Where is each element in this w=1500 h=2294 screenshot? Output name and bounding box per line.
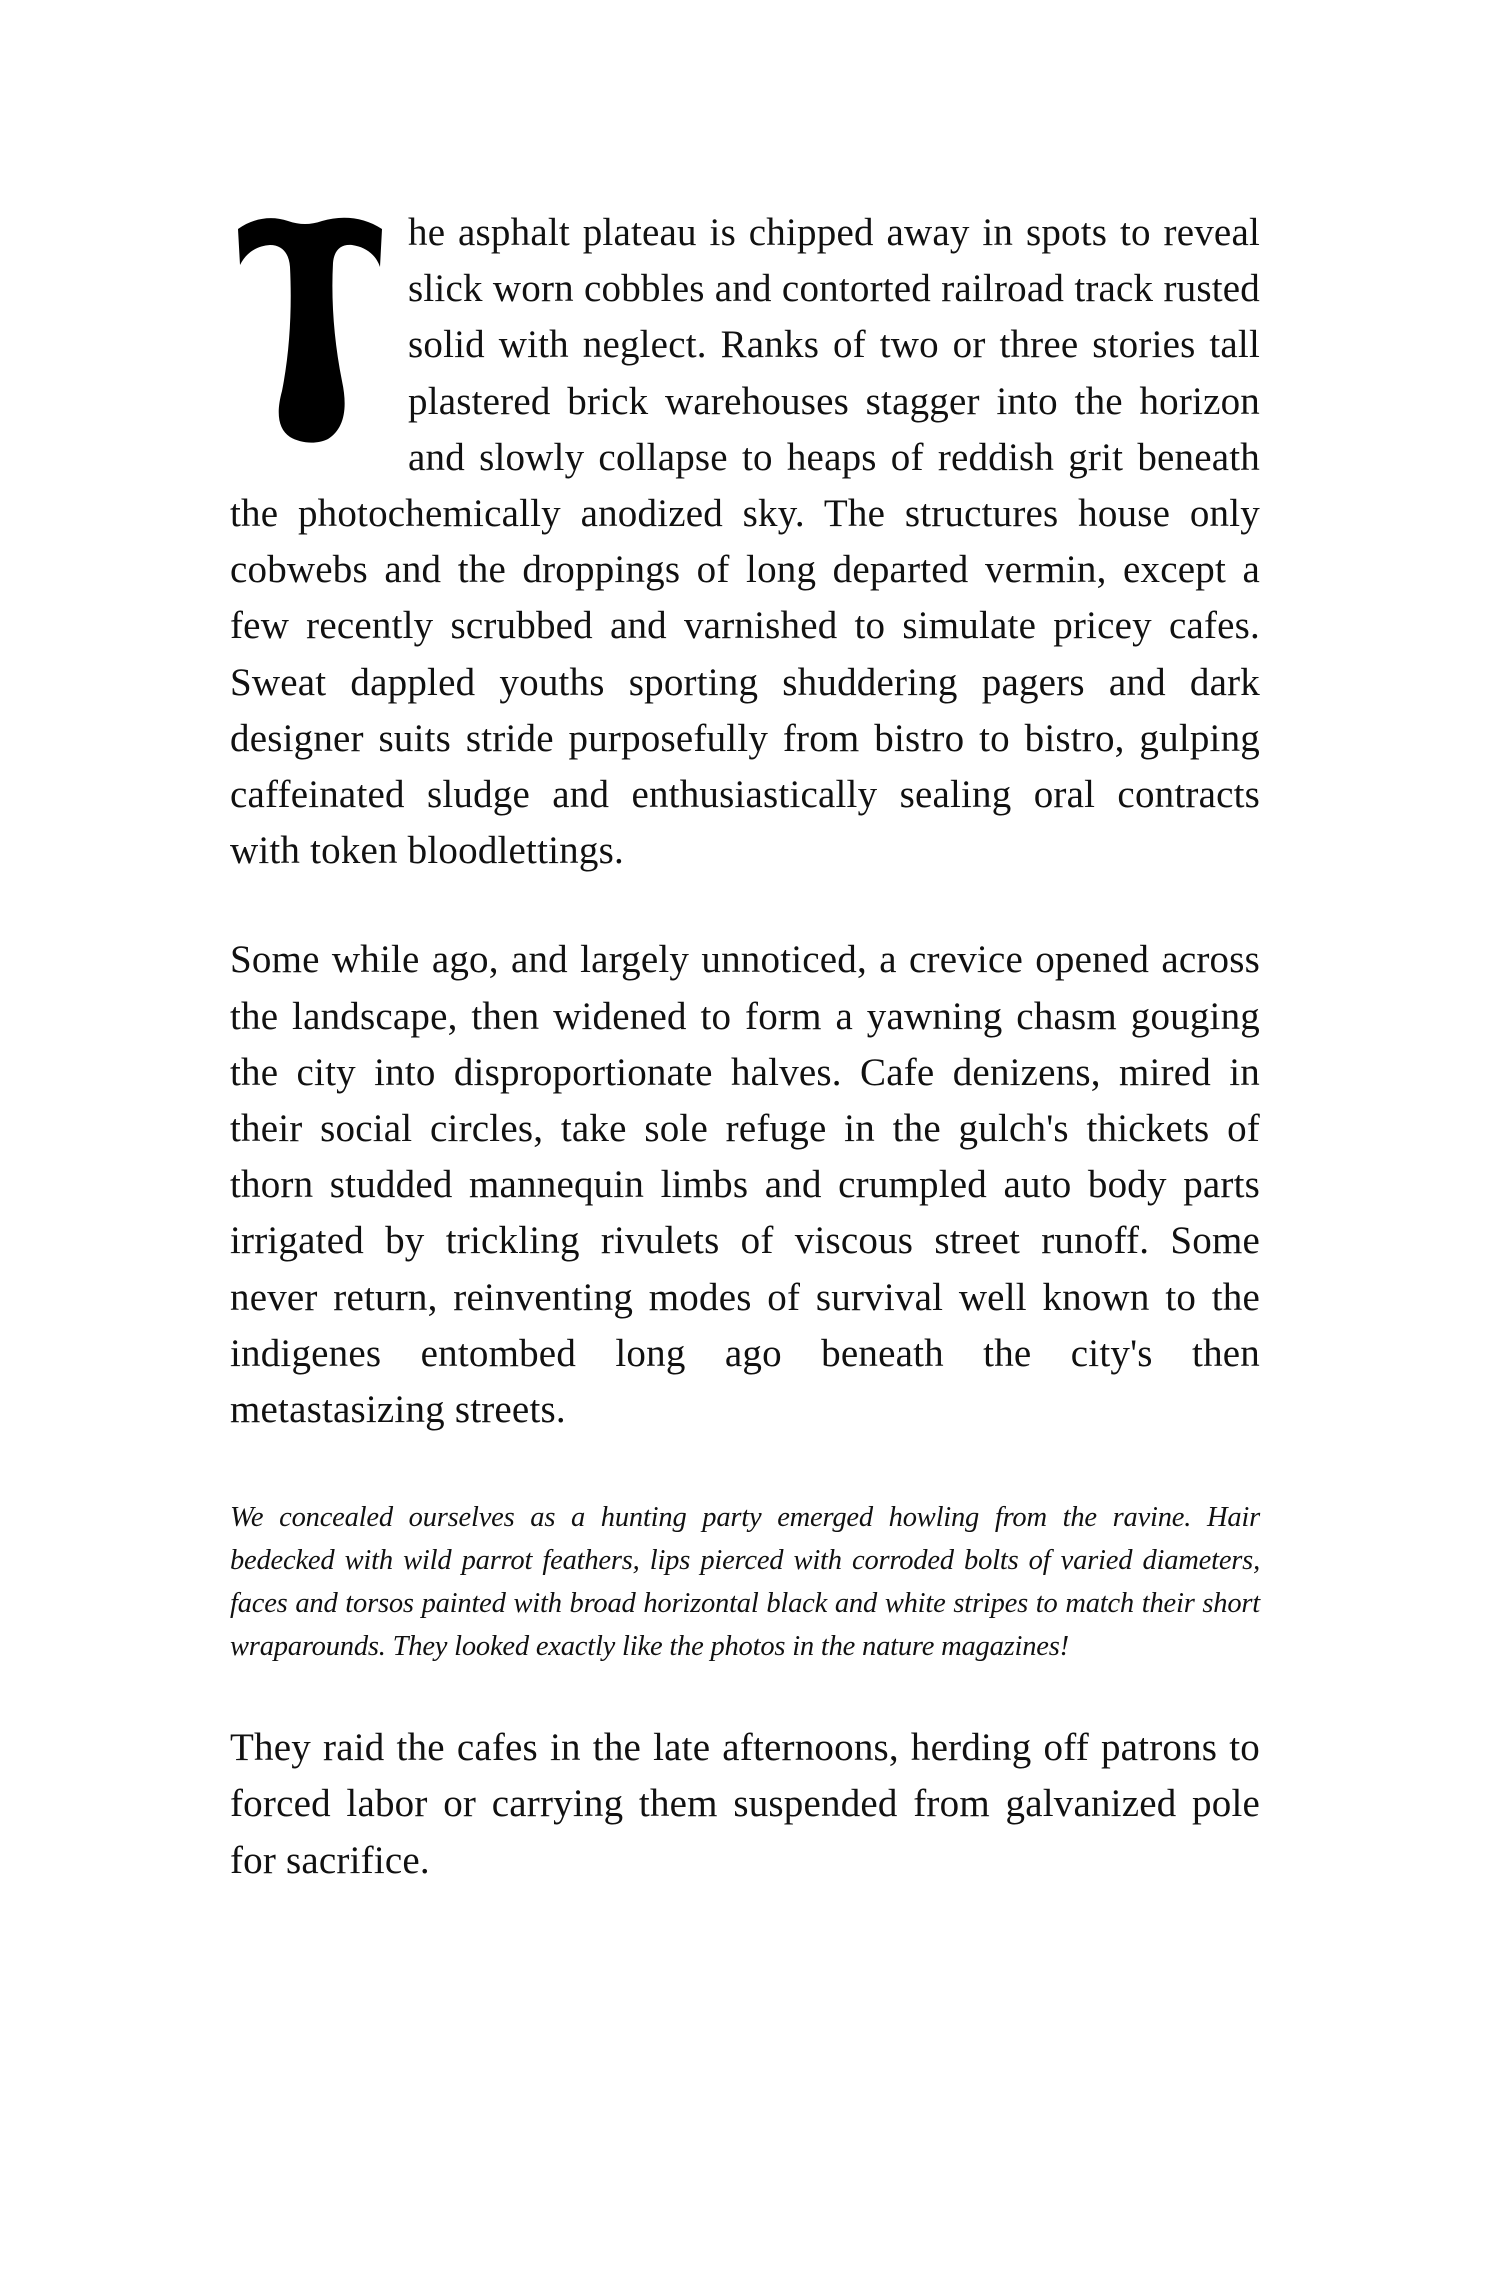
- third-paragraph: They raid the cafes in the late afternoons, herding off patrons to forced labor or carrying them suspended from galvanized pole for sacrifice.: [230, 1726, 1260, 1882]
- italic-note: We concealed ourselves as a hunting party emerged howling from the ravine. Hair bedecked with wild parrot feathers, lips pierced with corroded bolts of varied diameters, faces and torsos painted with broad horizontal black and white stripes to match their short wraparounds. They looked exactly like the photos in the nature magazines!: [230, 1502, 1260, 1663]
- page-body: [230, 205, 1260, 1889]
- opening-paragraph: [230, 205, 1260, 879]
- second-paragraph: Some while ago, and largely unnoticed, a crevice opened across the landscape, then widened to form a yawning chasm gouging the city into disproportionate halves. Cafe denizens, mired in their social circles, take sole refuge in the gulch's thickets of thorn studded mannequin limbs and crumpled auto body parts irrigated by trickling rivulets of viscous street runoff. Some never return, reinventing modes of survival well known to the indigenes entombed long ago beneath the city's then metastasizing streets.: [230, 938, 1260, 1432]
- drop-cap-letter-t: [230, 211, 390, 446]
- drop-cap: [230, 211, 390, 446]
- opening-paragraph-text: he asphalt plateau is chipped away in spots to reveal slick worn cobbles and contorted railroad track rusted solid with neglect. Ranks of two or three stories tall plastered brick warehouses stagger into the horizon and slowly collapse to heaps of reddish grit beneath the photochemically anodized sky. The structures house only cobwebs and the droppings of long departed vermin, except a few recently scrubbed and varnished to simulate pricey cafes. Sweat dappled youths sporting shuddering pagers and dark designer suits stride purposefully from bistro to bistro, gulping caffeinated sludge and enthusiastically sealing oral contracts with token bloodlettings.: [230, 211, 1260, 873]
